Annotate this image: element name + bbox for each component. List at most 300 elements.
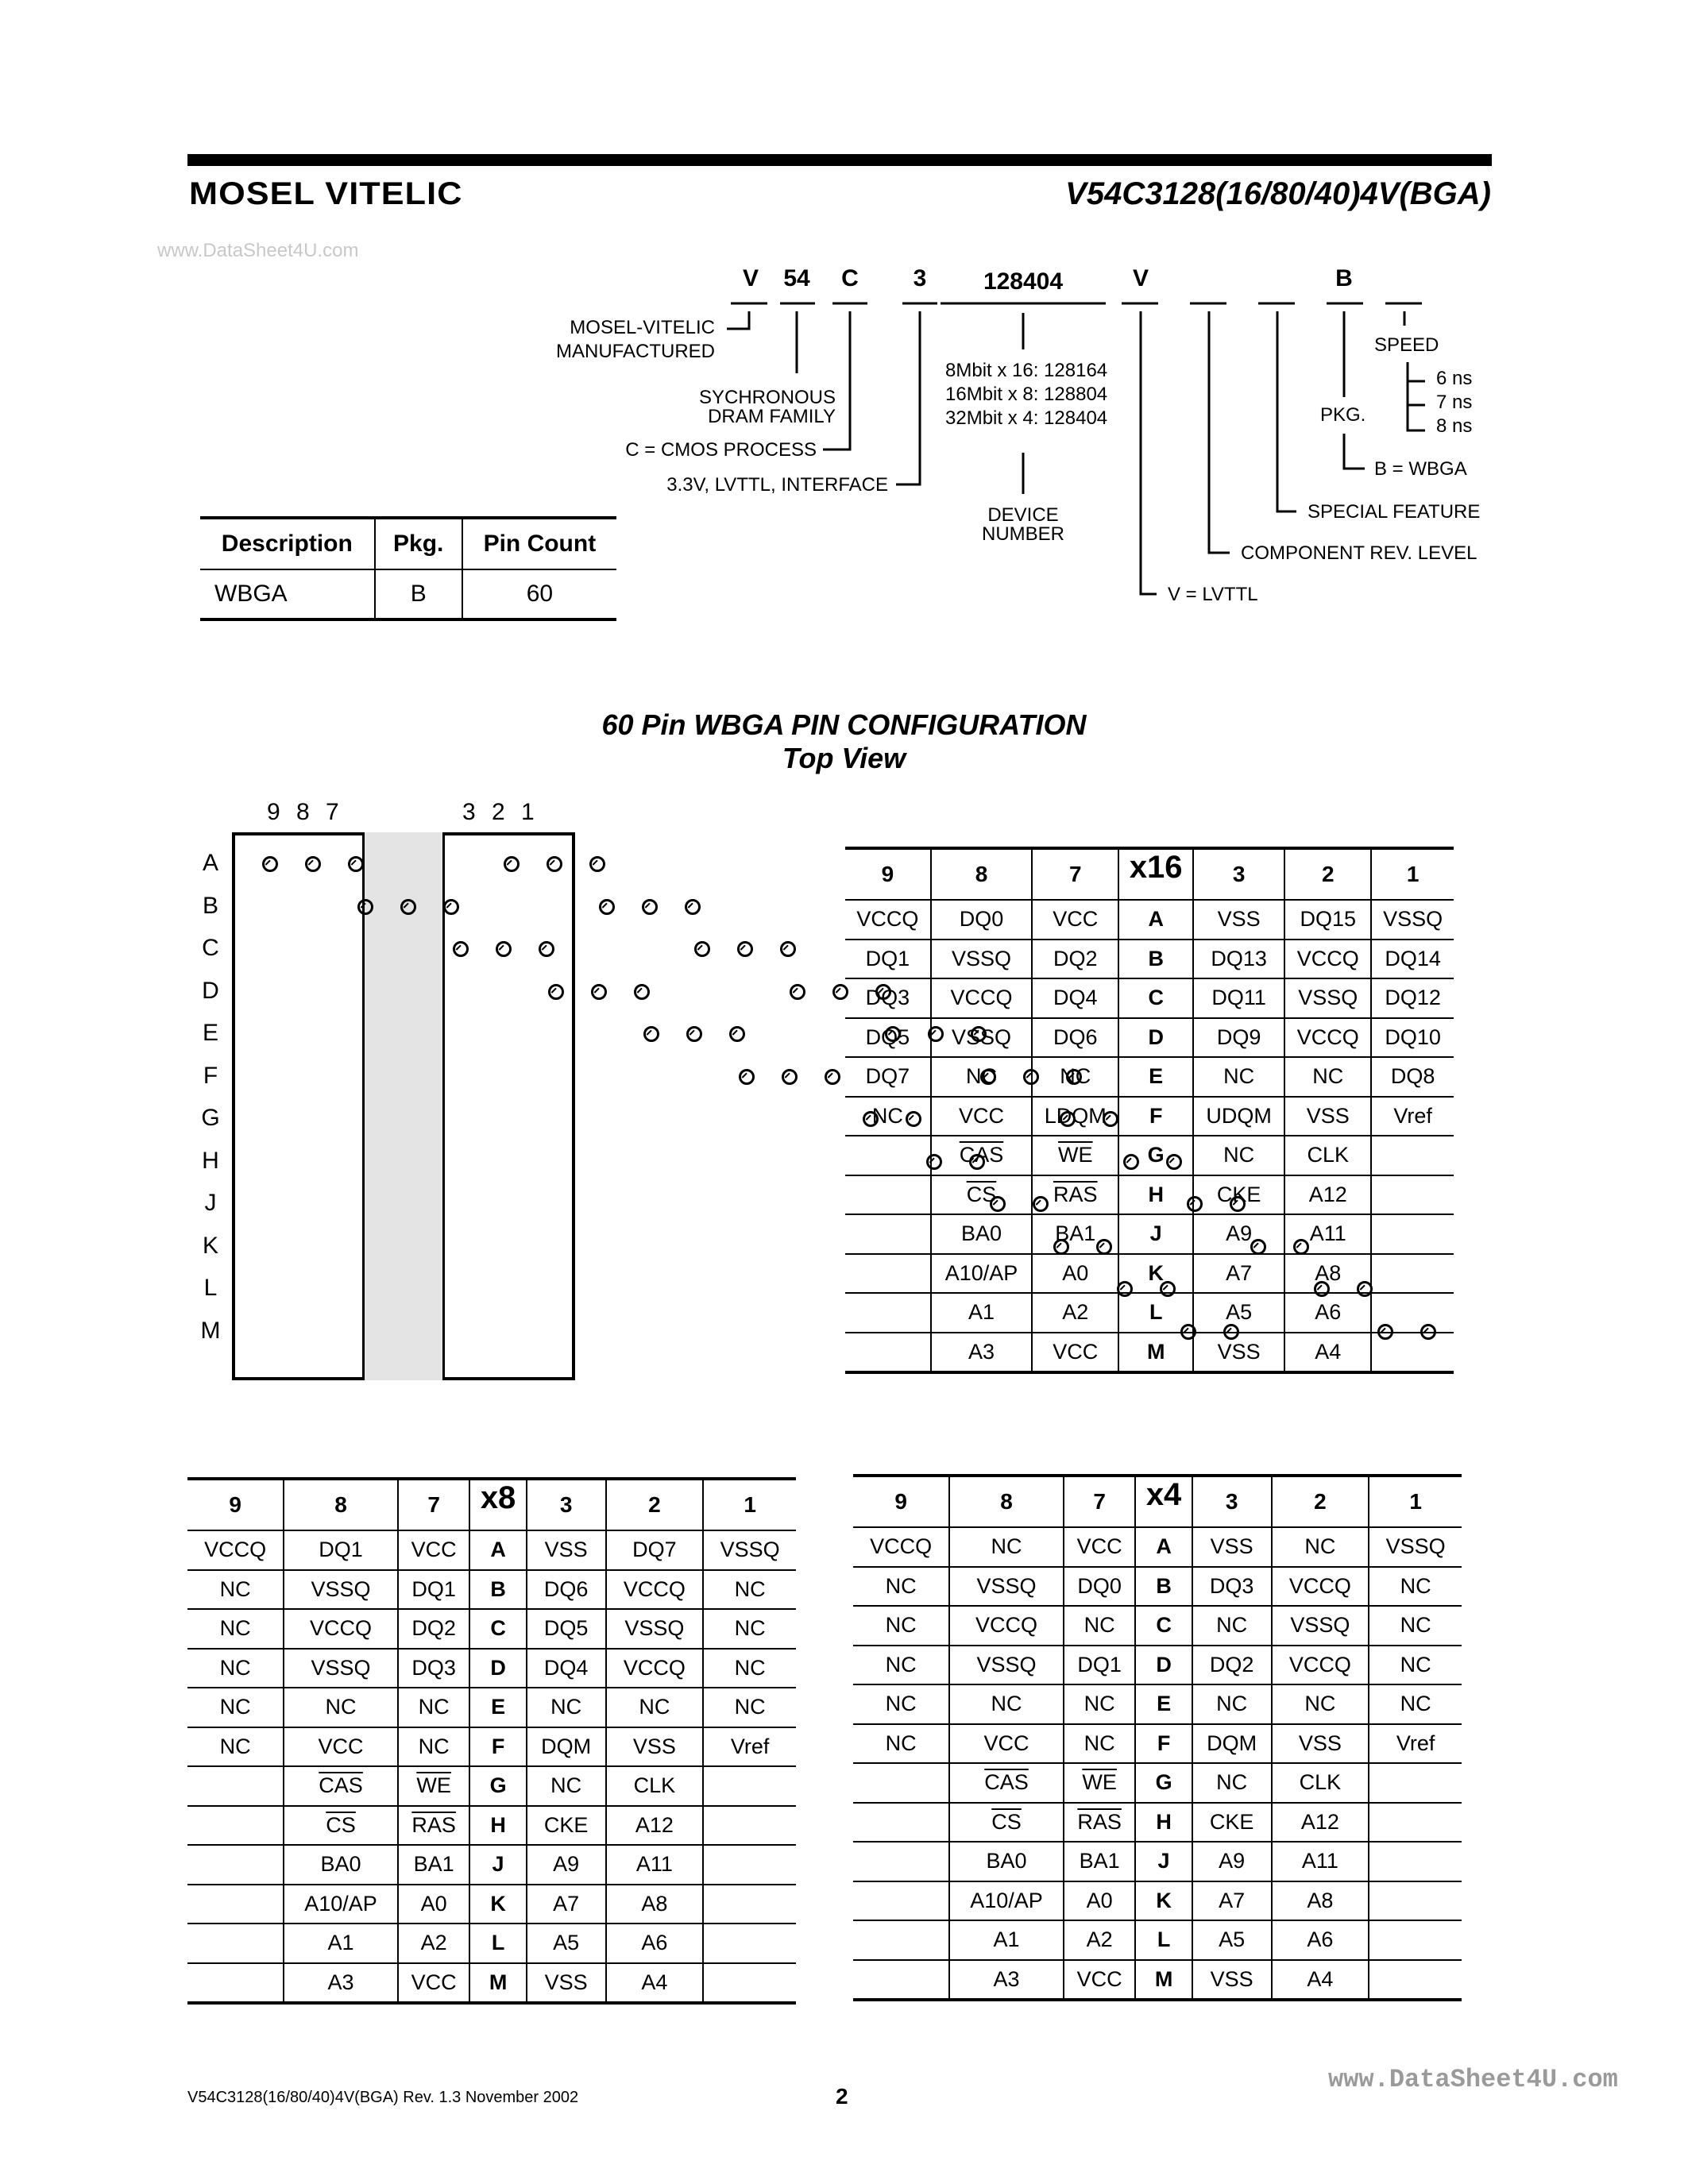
pin-cell: A10/AP	[949, 1881, 1064, 1921]
pin-cell: VSS	[1193, 900, 1284, 940]
ball-pad	[305, 856, 321, 872]
page-number: 2	[836, 2084, 848, 2109]
ball-pad	[685, 899, 701, 915]
pin-cell: VSSQ	[703, 1530, 796, 1570]
ball-pad	[548, 984, 564, 1000]
pin-cell: VCCQ	[606, 1649, 704, 1688]
pin-cell: DQ3	[845, 978, 931, 1018]
part-number: V54C3128(16/80/40)4V(BGA)	[1065, 176, 1491, 211]
pin-row-label: G	[469, 1766, 526, 1806]
pin-cell	[703, 1963, 796, 2004]
pin-cell	[845, 1333, 931, 1373]
ball-row-label: K	[202, 1232, 218, 1259]
pin-cell: A3	[284, 1963, 398, 2004]
pin-row-label: G	[1118, 1136, 1193, 1175]
label-speed-7: 7 ns	[1436, 392, 1473, 413]
pin-table-row	[845, 1254, 1454, 1294]
watermark-top[interactable]: www.DataSheet4U.com	[157, 240, 359, 261]
code-char-3: 3	[913, 265, 927, 291]
pin-row-label: H	[1135, 1803, 1192, 1843]
pin-cell: A6	[606, 1924, 704, 1963]
pin-cell: $\overline{WE}$	[398, 1766, 470, 1806]
pin-row-label: D	[469, 1649, 526, 1688]
pin-cell: NC	[1192, 1763, 1272, 1803]
ball-pad	[643, 1026, 659, 1042]
pin-row-label: M	[1118, 1333, 1193, 1373]
ball-row-label: A	[202, 850, 218, 876]
pin-cell: BA0	[931, 1214, 1033, 1254]
pin-cell: DQ4	[527, 1649, 606, 1688]
pin-table-col-header: 9	[187, 1479, 284, 1530]
pin-table-row	[187, 1609, 796, 1649]
pin-cell: VSS	[1284, 1097, 1371, 1136]
pin-cell: VSSQ	[1369, 1527, 1462, 1567]
pin-cell: A1	[931, 1293, 1033, 1333]
ball-row-label: M	[200, 1317, 221, 1344]
pin-cell: DQ0	[1064, 1567, 1136, 1607]
pin-cell: NC	[853, 1724, 949, 1764]
pin-table-row	[845, 1018, 1454, 1058]
pin-table-x16	[845, 847, 1454, 1374]
pin-cell: NC	[853, 1606, 949, 1646]
pin-cell: NC	[1192, 1684, 1272, 1724]
pin-table-row	[845, 900, 1454, 940]
pin-row-label: M	[469, 1963, 526, 2004]
pin-cell: A3	[931, 1333, 1033, 1373]
code-char-54: 54	[783, 265, 810, 291]
label-interface: 3.3V, LVTTL, INTERFACE	[666, 474, 888, 496]
pin-table-row	[187, 1688, 796, 1727]
pin-cell: DQ4	[1032, 978, 1118, 1018]
pin-cell: Vref	[1369, 1724, 1462, 1764]
pin-table-col-header: 2	[606, 1479, 704, 1530]
pin-cell: A2	[398, 1924, 470, 1963]
pin-cell: CLK	[1272, 1763, 1369, 1803]
pin-table-row	[187, 1806, 796, 1846]
pin-cell: CKE	[1192, 1803, 1272, 1843]
code-char-v2: V	[1132, 265, 1149, 291]
pin-table-header	[187, 1479, 796, 1530]
pin-cell: DQM	[1192, 1724, 1272, 1764]
pin-cell: NC	[703, 1570, 796, 1610]
pin-cell: $\overline{RAS}$	[398, 1806, 470, 1846]
pin-cell: NC	[1369, 1684, 1462, 1724]
ball-row-label: J	[204, 1190, 217, 1216]
pin-cell	[703, 1845, 796, 1885]
ball-pad	[825, 1069, 840, 1085]
code-char-c: C	[841, 265, 859, 291]
pin-cell	[1371, 1254, 1454, 1294]
pin-cell: NC	[1369, 1606, 1462, 1646]
pin-cell: VSS	[527, 1530, 606, 1570]
pin-cell: A7	[1192, 1881, 1272, 1921]
pin-row-label: E	[1135, 1684, 1192, 1724]
label-org-1: 8Mbit x 16: 128164	[945, 360, 1108, 381]
pin-cell: CKE	[527, 1806, 606, 1846]
pin-row-label: L	[1118, 1293, 1193, 1333]
pin-cell	[703, 1766, 796, 1806]
pin-cell	[703, 1806, 796, 1846]
pin-table-row	[853, 1606, 1462, 1646]
pin-cell: CKE	[1193, 1175, 1284, 1215]
pin-cell: DQ1	[398, 1570, 470, 1610]
pin-table-row	[187, 1963, 796, 2004]
pin-row-label: A	[1135, 1527, 1192, 1567]
pin-row-label: B	[1118, 940, 1193, 979]
pin-row-label: L	[469, 1924, 526, 1963]
pin-cell: Vref	[703, 1727, 796, 1767]
pin-table-col-header: 3	[1193, 848, 1284, 900]
pin-table-x4	[853, 1474, 1462, 2001]
pin-cell: A5	[1193, 1293, 1284, 1333]
pin-cell: NC	[187, 1649, 284, 1688]
ball-pad	[539, 941, 554, 957]
pin-cell: NC	[949, 1684, 1064, 1724]
label-rev: COMPONENT REV. LEVEL	[1241, 542, 1477, 564]
pin-cell: NC	[1284, 1057, 1371, 1097]
pin-cell: A6	[1272, 1920, 1369, 1960]
pin-cell: BA1	[398, 1845, 470, 1885]
pin-cell: NC	[1193, 1136, 1284, 1175]
pin-table-col-header: 8	[931, 848, 1033, 900]
code-char-b: B	[1335, 265, 1353, 291]
pin-cell: $\overline{CAS}$	[284, 1766, 398, 1806]
pin-cell: NC	[845, 1097, 931, 1136]
pin-cell: DQ2	[1192, 1646, 1272, 1685]
pin-table-row	[853, 1920, 1462, 1960]
pin-cell: A5	[527, 1924, 606, 1963]
pin-table-row	[845, 1175, 1454, 1215]
ball-pad	[790, 984, 805, 1000]
pin-cell: A2	[1032, 1293, 1118, 1333]
pin-row-label: J	[469, 1845, 526, 1885]
label-lvttl: V = LVTTL	[1168, 584, 1258, 605]
label-wbga: B = WBGA	[1374, 458, 1467, 480]
pin-table-col-header: 7	[1064, 1476, 1136, 1527]
pin-cell: VSSQ	[949, 1567, 1064, 1607]
pin-table-col-header: 2	[1272, 1476, 1369, 1527]
pin-cell: NC	[1064, 1724, 1136, 1764]
pin-cell: A10/AP	[284, 1885, 398, 1924]
ball-col-labels-right: 3 2 1	[462, 799, 539, 825]
pin-cell	[187, 1963, 284, 2004]
pin-cell: A6	[1284, 1293, 1371, 1333]
pin-table-col-header: 7	[398, 1479, 470, 1530]
pin-cell: NC	[284, 1688, 398, 1727]
pin-cell: NC	[1272, 1684, 1369, 1724]
pin-cell: VSS	[606, 1727, 704, 1767]
ball-pad	[739, 1069, 755, 1085]
pin-table-row	[845, 1136, 1454, 1175]
pin-cell	[187, 1924, 284, 1963]
label-cmos: C = CMOS PROCESS	[625, 439, 817, 461]
package-code: B	[375, 569, 462, 619]
pin-cell	[703, 1885, 796, 1924]
pin-cell: NC	[853, 1567, 949, 1607]
pin-cell: A9	[1193, 1214, 1284, 1254]
pin-table-col-header: 3	[1192, 1476, 1272, 1527]
ball-pad	[348, 856, 364, 872]
pin-cell	[187, 1766, 284, 1806]
pin-cell	[845, 1214, 931, 1254]
pin-cell: NC	[1369, 1567, 1462, 1607]
pin-table-row	[853, 1960, 1462, 2001]
pin-cell: VSSQ	[1284, 978, 1371, 1018]
code-char-v: V	[742, 265, 759, 291]
pin-row-label: A	[469, 1530, 526, 1570]
ball-pad	[400, 899, 416, 915]
pin-table-col-header: 8	[949, 1476, 1064, 1527]
label-org-2: 16Mbit x 8: 128804	[945, 384, 1108, 405]
pin-table-row	[187, 1845, 796, 1885]
pin-row-label: H	[1118, 1175, 1193, 1215]
pin-table-row	[853, 1842, 1462, 1881]
pin-cell	[1371, 1293, 1454, 1333]
pin-cell: DQ2	[1032, 940, 1118, 979]
pin-cell: NC	[527, 1688, 606, 1727]
pin-row-label: K	[1135, 1881, 1192, 1921]
pin-cell: VSS	[1272, 1724, 1369, 1764]
pin-cell: VSSQ	[931, 1018, 1033, 1058]
pin-table-row	[187, 1885, 796, 1924]
ball-row-label: B	[202, 892, 218, 919]
pin-row-label: E	[1118, 1057, 1193, 1097]
pin-table-config-label: x8	[469, 1479, 526, 1530]
ball-pad	[634, 984, 650, 1000]
pin-cell: $\overline{WE}$	[1064, 1763, 1136, 1803]
pin-cell	[1369, 1920, 1462, 1960]
pin-cell	[187, 1806, 284, 1846]
pin-cell	[703, 1924, 796, 1963]
pin-cell: DQ7	[606, 1530, 704, 1570]
pin-cell: VCCQ	[1272, 1567, 1369, 1607]
pin-cell	[853, 1881, 949, 1921]
package-description: WBGA	[200, 569, 375, 619]
brand-logo: MOSEL VITELIC	[189, 176, 463, 211]
pin-row-label: J	[1118, 1214, 1193, 1254]
pin-cell	[853, 1920, 949, 1960]
pin-table-row	[187, 1766, 796, 1806]
pin-cell: UDQM	[1193, 1097, 1284, 1136]
pin-cell: DQ6	[527, 1570, 606, 1610]
code-char-device: 128404	[983, 268, 1064, 295]
pin-table-row	[853, 1881, 1462, 1921]
pin-cell: NC	[606, 1688, 704, 1727]
package-pin-count: 60	[462, 569, 616, 619]
label-device-1: DEVICE	[987, 504, 1059, 526]
pin-cell: BA0	[949, 1842, 1064, 1881]
pin-cell: NC	[187, 1570, 284, 1610]
pin-config-subtitle: Top View	[782, 742, 906, 774]
pin-cell: $\overline{CS}$	[284, 1806, 398, 1846]
pin-cell: VCCQ	[284, 1609, 398, 1649]
pin-cell	[1369, 1842, 1462, 1881]
pin-cell: BA1	[1064, 1842, 1136, 1881]
pin-cell: VCCQ	[606, 1570, 704, 1610]
pin-cell: DQ3	[398, 1649, 470, 1688]
ball-col-labels-left: 9 8 7	[267, 799, 344, 825]
pin-table-row	[845, 1293, 1454, 1333]
pin-cell: VCC	[284, 1727, 398, 1767]
pin-cell	[853, 1763, 949, 1803]
pin-cell: A11	[1272, 1842, 1369, 1881]
pin-cell	[187, 1845, 284, 1885]
pin-cell: DQ11	[1193, 978, 1284, 1018]
pin-cell: A1	[284, 1924, 398, 1963]
pin-cell: DQ12	[1371, 978, 1454, 1018]
ball-pad	[589, 856, 605, 872]
pin-cell: A9	[1192, 1842, 1272, 1881]
pin-cell: A8	[1284, 1254, 1371, 1294]
pin-cell: VCCQ	[1272, 1646, 1369, 1685]
pin-table-row	[853, 1527, 1462, 1567]
pin-cell: $\overline{WE}$	[1032, 1136, 1118, 1175]
pin-table-row	[845, 1057, 1454, 1097]
ball-row-label: H	[202, 1147, 219, 1174]
pin-row-label: M	[1135, 1960, 1192, 2001]
pin-cell: NC	[931, 1057, 1033, 1097]
pin-cell: VCC	[398, 1963, 470, 2004]
pin-cell: NC	[703, 1649, 796, 1688]
pin-row-label: C	[1118, 978, 1193, 1018]
pin-cell: A12	[1272, 1803, 1369, 1843]
pin-table-col-header: 2	[1284, 848, 1371, 900]
pin-cell: DQ8	[1371, 1057, 1454, 1097]
pin-table-row	[187, 1924, 796, 1963]
label-device-2: NUMBER	[981, 523, 1065, 545]
pin-cell: VSSQ	[949, 1646, 1064, 1685]
pin-row-label: H	[469, 1806, 526, 1846]
pin-cell: DQM	[527, 1727, 606, 1767]
pin-cell: NC	[853, 1646, 949, 1685]
pin-cell	[845, 1175, 931, 1215]
pin-cell: VCC	[1064, 1960, 1136, 2001]
pin-table-row	[853, 1724, 1462, 1764]
pin-cell: NC	[1272, 1527, 1369, 1567]
package-col-pincount: Pin Count	[462, 518, 616, 569]
pin-table-row	[187, 1649, 796, 1688]
pin-cell: DQ10	[1371, 1018, 1454, 1058]
pin-cell: A12	[606, 1806, 704, 1846]
pin-cell: DQ13	[1193, 940, 1284, 979]
pin-cell: A4	[1272, 1960, 1369, 2001]
pin-cell: VSSQ	[1272, 1606, 1369, 1646]
pin-cell: VCCQ	[853, 1527, 949, 1567]
pin-cell: VCC	[398, 1530, 470, 1570]
pin-row-label: G	[1135, 1763, 1192, 1803]
pin-table-col-header: 9	[853, 1476, 949, 1527]
pin-cell: NC	[1192, 1606, 1272, 1646]
pin-cell: A5	[1192, 1920, 1272, 1960]
ball-pad	[547, 856, 562, 872]
pin-cell: VCCQ	[187, 1530, 284, 1570]
pin-table-config-label: x4	[1135, 1476, 1192, 1527]
pin-table-row	[845, 940, 1454, 979]
pin-row-label: C	[469, 1609, 526, 1649]
label-mosel-1: MOSEL-VITELIC	[570, 317, 715, 338]
pin-row-label: K	[469, 1885, 526, 1924]
ball-row-label: E	[202, 1020, 218, 1046]
pin-table-row	[853, 1803, 1462, 1843]
pin-cell: A8	[1272, 1881, 1369, 1921]
watermark-bottom[interactable]: www.DataSheet4U.com	[1328, 2065, 1618, 2094]
pin-cell: A0	[398, 1885, 470, 1924]
pin-cell	[845, 1254, 931, 1294]
pin-table-col-header: 7	[1032, 848, 1118, 900]
ball-pad	[737, 941, 753, 957]
pin-cell: DQ9	[1193, 1018, 1284, 1058]
pin-cell	[1369, 1881, 1462, 1921]
pin-row-label: F	[469, 1727, 526, 1767]
pin-cell: NC	[1193, 1057, 1284, 1097]
ball-pad	[694, 941, 710, 957]
pin-cell: NC	[398, 1688, 470, 1727]
pin-cell: A10/AP	[931, 1254, 1033, 1294]
pin-cell: VCC	[1064, 1527, 1136, 1567]
pin-cell: A12	[1284, 1175, 1371, 1215]
pin-cell	[1369, 1960, 1462, 2001]
pin-cell: VCC	[949, 1724, 1064, 1764]
pin-cell: A0	[1032, 1254, 1118, 1294]
package-center-strip	[362, 832, 445, 1380]
ball-pad	[642, 899, 658, 915]
pin-cell: VCCQ	[1284, 940, 1371, 979]
pin-cell: VCCQ	[1284, 1018, 1371, 1058]
ball-pad	[729, 1026, 745, 1042]
ball-pad	[453, 941, 469, 957]
pin-cell	[845, 1136, 931, 1175]
pin-cell: NC	[703, 1609, 796, 1649]
pin-cell: A4	[606, 1963, 704, 2004]
pin-row-label: F	[1135, 1724, 1192, 1764]
pin-cell	[187, 1885, 284, 1924]
pin-cell: VCC	[1032, 900, 1118, 940]
pin-row-label: D	[1118, 1018, 1193, 1058]
pin-table-row	[187, 1570, 796, 1610]
pin-config-title: 60 Pin WBGA PIN CONFIGURATION	[601, 708, 1087, 741]
pin-table-header	[845, 848, 1454, 900]
ball-row-label: G	[201, 1105, 220, 1131]
pin-row-label: F	[1118, 1097, 1193, 1136]
label-speed-8: 8 ns	[1436, 415, 1473, 437]
pin-cell	[1371, 1333, 1454, 1373]
pin-cell: $\overline{CAS}$	[949, 1763, 1064, 1803]
pin-cell: VSSQ	[284, 1570, 398, 1610]
pin-cell: CLK	[1284, 1136, 1371, 1175]
pin-table-col-header: 1	[1369, 1476, 1462, 1527]
footer-revision: V54C3128(16/80/40)4V(BGA) Rev. 1.3 November 2002	[187, 2089, 579, 2106]
ball-pad	[504, 856, 520, 872]
ball-pad	[780, 941, 796, 957]
ball-row-label: F	[203, 1062, 218, 1089]
pin-cell: NC	[187, 1727, 284, 1767]
pin-cell	[1371, 1175, 1454, 1215]
ball-pad	[262, 856, 278, 872]
ball-row-label: L	[203, 1275, 218, 1301]
pin-cell: DQ2	[398, 1609, 470, 1649]
ball-row-label: D	[202, 977, 219, 1004]
pin-cell: DQ15	[1284, 900, 1371, 940]
package-table-header	[200, 518, 616, 569]
ball-pad	[591, 984, 607, 1000]
pin-cell: BA1	[1032, 1214, 1118, 1254]
ball-pad	[357, 899, 373, 915]
pin-table-col-header: 9	[845, 848, 931, 900]
pin-table-col-header: 3	[527, 1479, 606, 1530]
ball-pad	[599, 899, 615, 915]
pin-cell: BA0	[284, 1845, 398, 1885]
pin-cell: A1	[949, 1920, 1064, 1960]
